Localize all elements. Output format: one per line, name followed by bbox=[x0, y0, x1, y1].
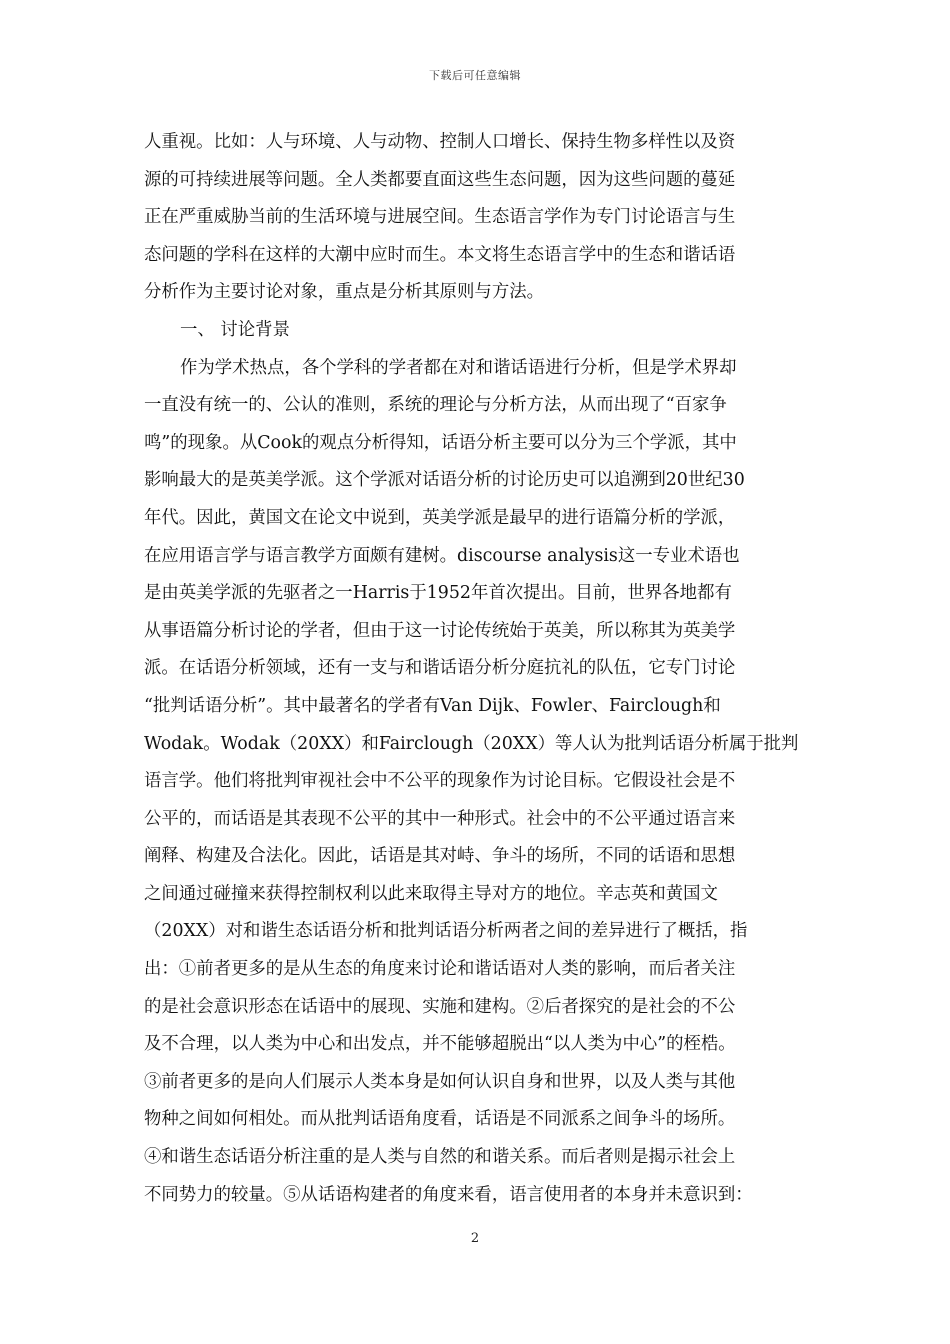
text-line: （20XX）对和谐生态话语分析和批判话语分析两者之间的差异进行了概括，指 bbox=[144, 921, 748, 942]
text-line: 不同势力的较量。⑤从话语构建者的角度来看，语言使用者的本身并未意识到： bbox=[144, 1184, 753, 1205]
text-line: 人重视。比如：人与环境、人与动物、控制人口增长、保持生物多样性以及资 bbox=[144, 132, 736, 152]
text-line: 分析作为主要讨论对象，重点是分析其原则与方法。 bbox=[144, 282, 544, 303]
text-line: 年代。因此，黄国文在论文中说到，英美学派是最早的进行语篇分析的学派， bbox=[144, 507, 736, 528]
text-line: ④和谐生态话语分析注重的是人类与自然的和谐关系。而后者则是揭示社会上 bbox=[144, 1147, 736, 1168]
text-line: 源的可持续进展等问题。全人类都要直面这些生态问题，因为这些问题的蔓延 bbox=[144, 169, 736, 190]
text-line: 正在严重威胁当前的生活环境与进展空间。生态语言学作为专门讨论语言与生 bbox=[144, 207, 736, 228]
text-line: 鸣”的现象。从Cook的观点分析得知，话语分析主要可以分为三个学派，其中 bbox=[144, 432, 737, 453]
text-line: 物种之间如何相处。而从批判话语角度看，话语是不同派系之间争斗的场所。 bbox=[144, 1109, 736, 1130]
page-header: 下载后可任意编辑 bbox=[429, 69, 521, 82]
text-line: 是由英美学派的先驱者之一Harris于1952年首次提出。目前，世界各地都有 bbox=[144, 583, 732, 604]
text-line: ③前者更多的是向人们展示人类本身是如何认识自身和世界，以及人类与其他 bbox=[144, 1071, 736, 1092]
page-number: 2 bbox=[470, 1231, 480, 1246]
text-line: 一直没有统一的、公认的准则，系统的理论与分析方法，从而出现了“百家争 bbox=[144, 395, 727, 416]
text-line: 态问题的学科在这样的大潮中应时而生。本文将生态语言学中的生态和谐话语 bbox=[144, 244, 736, 265]
text-line: 作为学术热点，各个学科的学者都在对和谐话语进行分析，但是学术界却 bbox=[180, 357, 737, 378]
text-line: Wodak。Wodak（20XX）和Fairclough（20XX）等人认为批判话语分析属于批判 bbox=[144, 733, 799, 754]
text-line: 出：①前者更多的是从生态的角度来讨论和谐话语对人类的影响，而后者关注 bbox=[144, 959, 736, 980]
text-line: 之间通过碰撞来获得控制权利以此来取得主导对方的地位。辛志英和黄国文 bbox=[144, 883, 718, 904]
section-heading: 一、 讨论背景 bbox=[180, 319, 290, 340]
text-line: 的是社会意识形态在话语中的展现、实施和建构。②后者探究的是社会的不公 bbox=[144, 996, 736, 1017]
text-line: 影响最大的是英美学派。这个学派对话语分析的讨论历史可以追溯到20世纪30 bbox=[144, 470, 745, 491]
text-line: 公平的，而话语是其表现不公平的其中一种形式。社会中的不公平通过语言来 bbox=[144, 808, 736, 829]
text-line: 在应用语言学与语言教学方面颇有建树。discourse analysis这一专业术语也 bbox=[144, 545, 740, 566]
text-line: 及不合理，以人类为中心和出发点，并不能够超脱出“以人类为中心”的桎梏。 bbox=[144, 1034, 736, 1055]
text-line: 派。在话语分析领域，还有一支与和谐话语分析分庭抗礼的队伍，它专门讨论 bbox=[144, 658, 736, 679]
text-line: 语言学。他们将批判审视社会中不公平的现象作为讨论目标。它假设社会是不 bbox=[144, 771, 736, 792]
text-line: “批判话语分析”。其中最著名的学者有Van Dijk、Fowler、Fairclough和 bbox=[144, 695, 721, 716]
text-line: 从事语篇分析讨论的学者，但由于这一讨论传统始于英美，所以称其为英美学 bbox=[144, 620, 736, 641]
body-text bbox=[144, 124, 812, 1214]
text-line: 阐释、构建及合法化。因此，话语是其对峙、争斗的场所，不同的话语和思想 bbox=[144, 846, 736, 867]
